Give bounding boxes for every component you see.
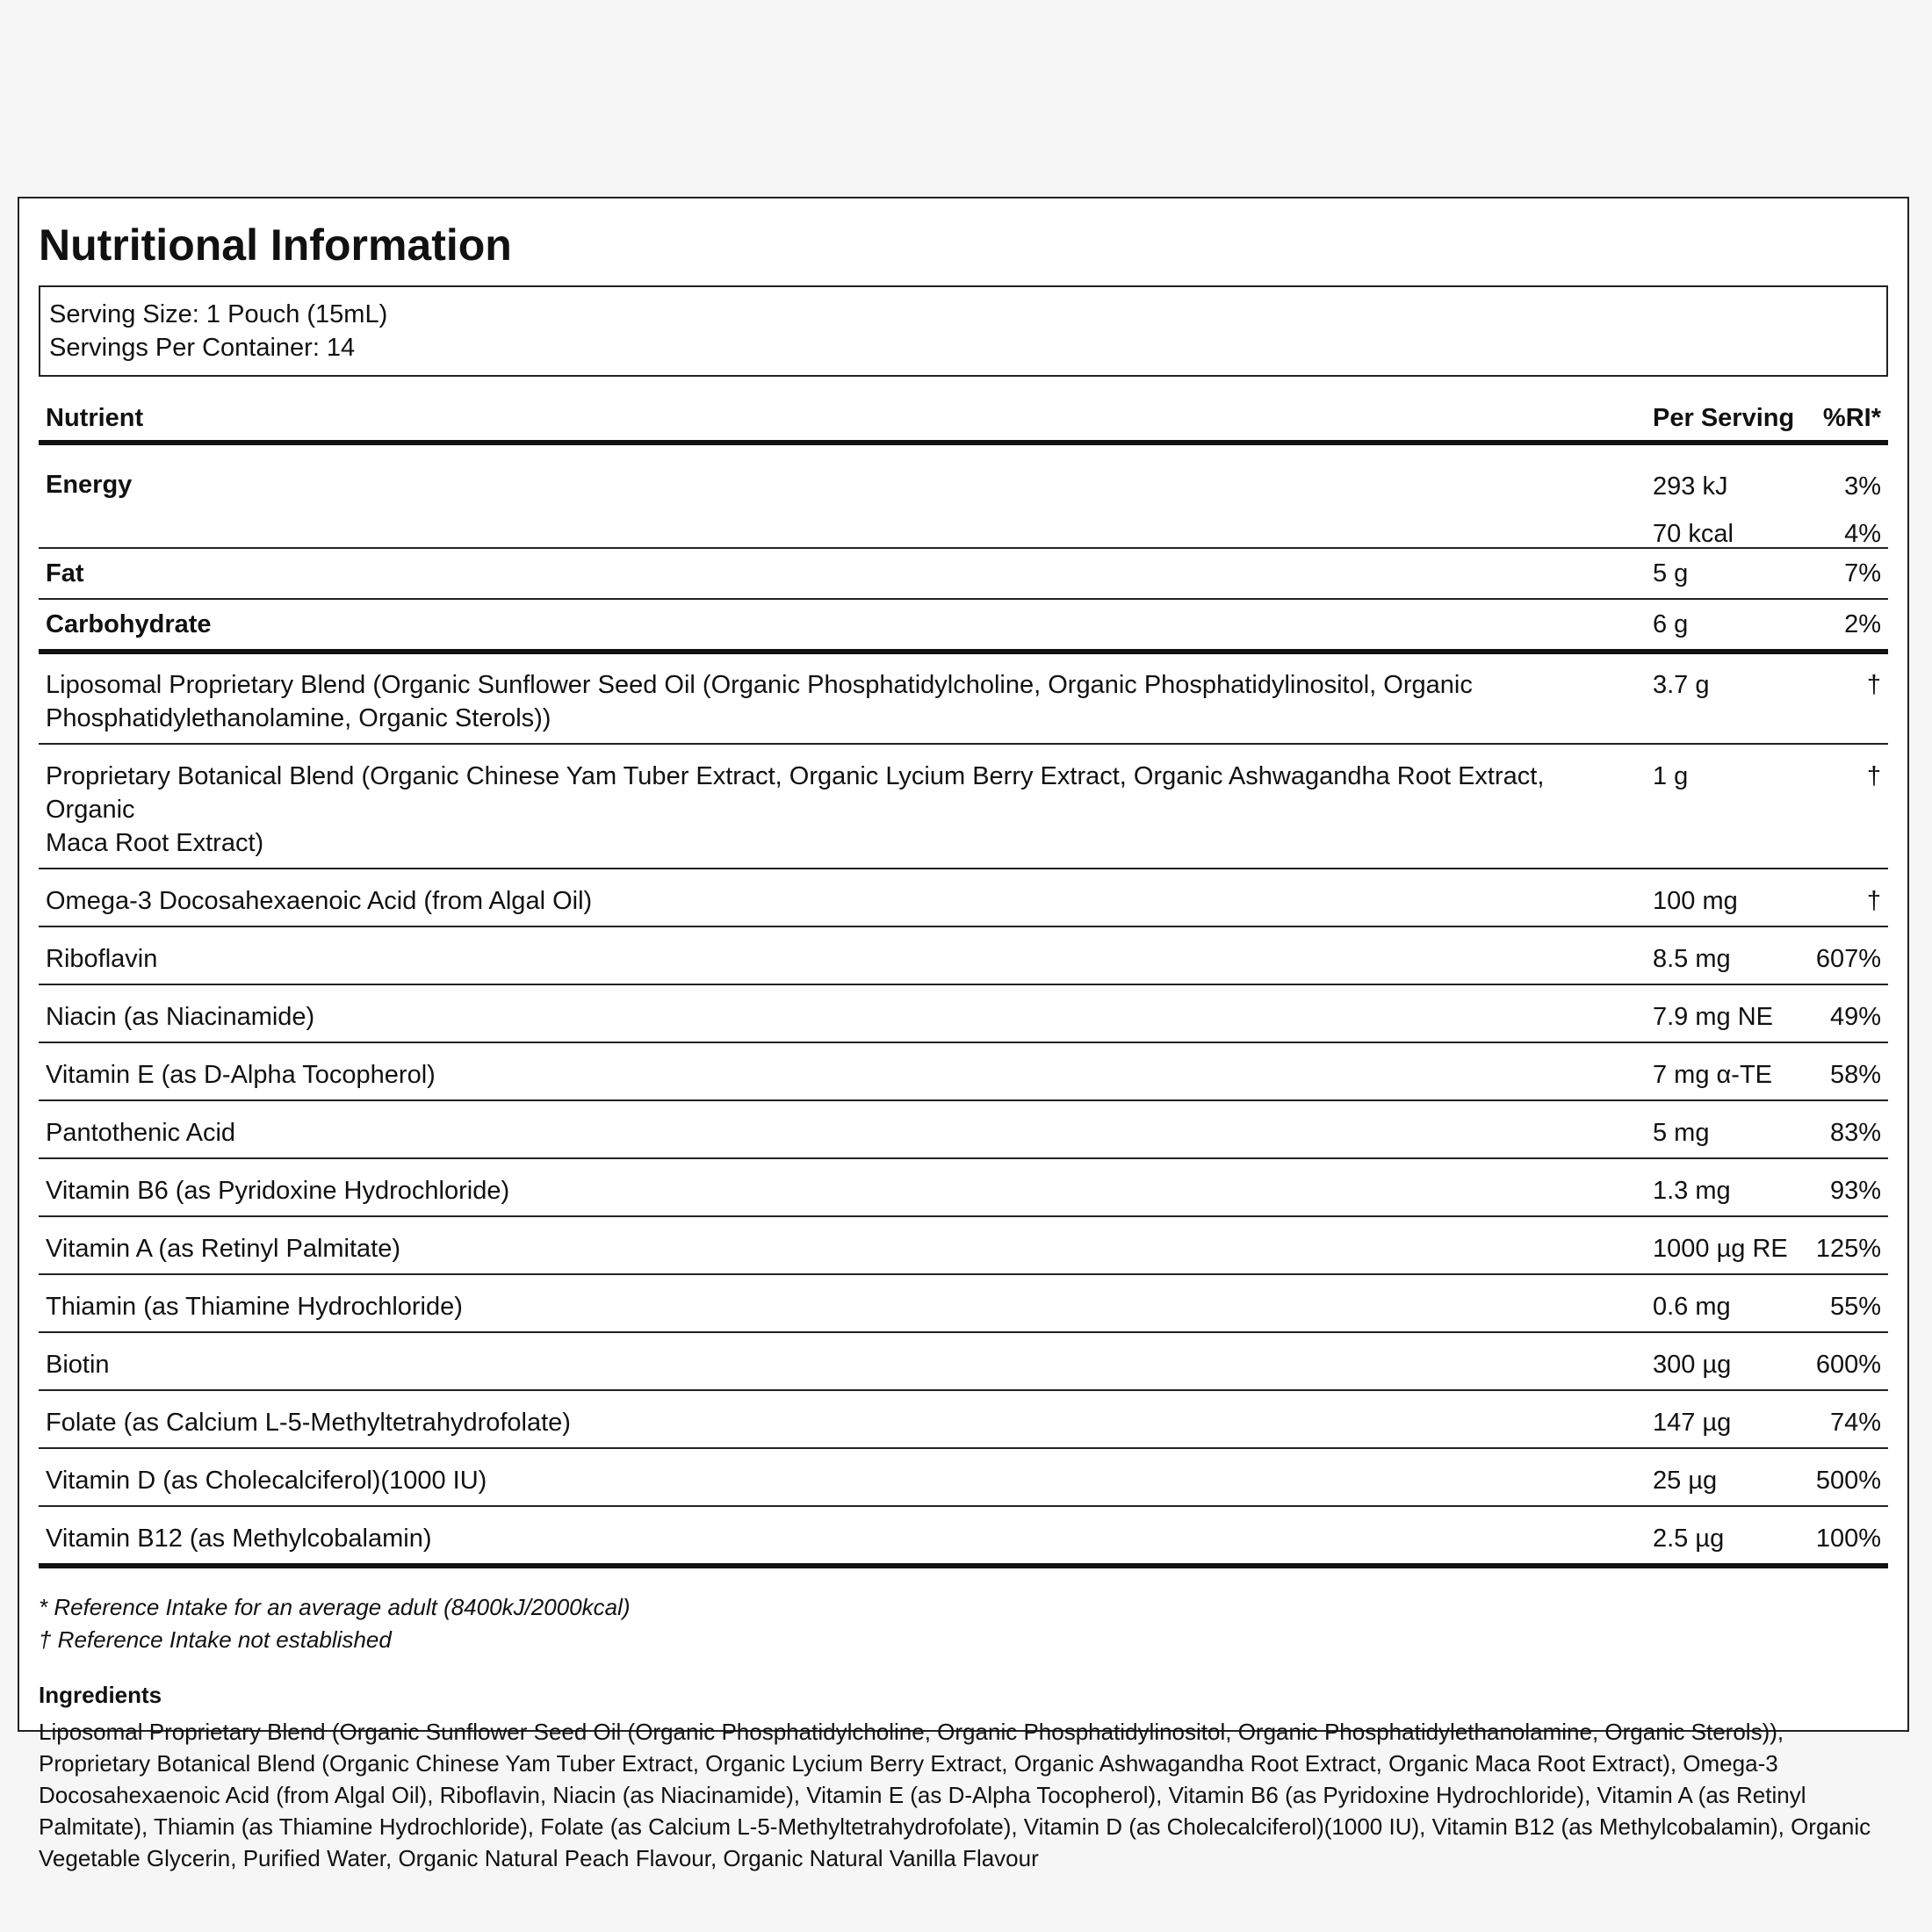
nutrient-name-line: Vitamin B6 (as Pyridoxine Hydrochloride) <box>46 1177 510 1205</box>
nutrient-value: 25 µg <box>1653 1467 1718 1495</box>
nutrient-value: 8.5 mg <box>1653 945 1731 973</box>
ingredients-heading: Ingredients <box>39 1682 162 1708</box>
table-row <box>39 1043 1888 1101</box>
nutrient-ri: 55% <box>1829 1293 1881 1321</box>
nutrient-ri: 100% <box>1815 1525 1881 1553</box>
table-header <box>39 396 1888 445</box>
nutrient-value: 100 mg <box>1653 887 1738 915</box>
nutrient-name-line: Thiamin (as Thiamine Hydrochloride) <box>46 1293 463 1321</box>
nutrient-value: 2.5 µg <box>1653 1525 1725 1553</box>
table-row <box>39 985 1888 1043</box>
nutrient-ri: 49% <box>1829 1003 1881 1031</box>
energy-kcal-ri: 4% <box>1844 520 1881 548</box>
nutrient-name <box>39 1232 1653 1265</box>
nutrient-name <box>39 760 1653 860</box>
table-row <box>39 1507 1888 1568</box>
nutrient-ri: 74% <box>1829 1409 1881 1437</box>
nutrient-ri: 93% <box>1829 1177 1881 1205</box>
nutrient-ri: † <box>1866 762 1881 790</box>
nutrient-ri: 83% <box>1829 1119 1881 1147</box>
header-per-serving: Per Serving <box>1653 403 1795 432</box>
nutrient-name <box>39 884 1653 918</box>
table-row-fat <box>39 549 1888 600</box>
nutrient-rows <box>39 654 1888 1568</box>
nutrient-ri: 607% <box>1815 945 1881 973</box>
nutrient-name-line: Vitamin D (as Cholecalciferol)(1000 IU) <box>46 1467 487 1495</box>
nutrient-name-line: Vitamin E (as D-Alpha Tocopherol) <box>46 1061 436 1089</box>
dagger-footnote: † Reference Intake not established <box>39 1626 392 1653</box>
nutrient-ri: 7% <box>1844 559 1881 588</box>
header-ri: %RI* <box>1822 403 1881 432</box>
table-row <box>39 1217 1888 1275</box>
energy-kj: 293 kJ <box>1653 472 1728 501</box>
nutrient-name-line: Maca Root Extract) <box>46 829 264 857</box>
nutrient-name <box>39 1522 1653 1555</box>
table-row <box>39 745 1888 869</box>
nutrient-value: 1000 µg RE <box>1653 1235 1788 1263</box>
nutrient-name-line: Omega-3 Docosahexaenoic Acid (from Algal Oil) <box>46 887 593 915</box>
nutrient-value: 3.7 g <box>1653 671 1710 699</box>
nutrient-value: 147 µg <box>1653 1409 1732 1437</box>
table-row <box>39 1159 1888 1217</box>
ingredients-text: Liposomal Proprietary Blend (Organic Sunflower Seed Oil (Organic Phosphatidylcholine, Organic Phosphatidylinositol, Organic Phosphatidylethanolamine, Organic Sterols)), Proprietary Botanical Blend (Organic Chinese Yam Tuber Extract, Organic Lycium Berry Extract, Organic Ashwagandha Root Extract, Organic Maca Root Extract), Omega-3 Docosahexaenoic Acid (from Algal Oil), Riboflavin, Niacin (as Niacinamide), Vitamin E (as D-Alpha Tocopherol), Vitamin B6 (as Pyridoxine Hydrochloride), Vitamin A (as Retinyl Palmitate), Thiamin (as Thiamine Hydrochloride), Folate (as Calcium L-5-Methyltetrahydrofolate), Vitamin D (as Cholecalciferol)(1000 IU), Vitamin B12 (as Methylcobalamin), Organic Vegetable Glycerin, Purified Water, Organic Natural Peach Flavour, Organic Natural Vanilla Flavour <box>39 1719 1871 1871</box>
nutrient-name <box>39 1174 1653 1208</box>
energy-kcal: 70 kcal <box>1653 520 1734 548</box>
table-row-energy <box>39 445 1888 549</box>
nutrient-values <box>1653 463 1806 547</box>
nutrient-name <box>39 942 1653 976</box>
nutrient-value: 7.9 mg NE <box>1653 1003 1773 1031</box>
footnotes <box>39 1591 1888 1656</box>
nutrient-name <box>39 668 1653 735</box>
nutrient-value: 6 g <box>1653 609 1689 638</box>
serving-box <box>39 285 1888 377</box>
nutrient-name-line: Pantothenic Acid <box>46 1119 236 1147</box>
nutrient-ri: 2% <box>1844 609 1881 638</box>
nutrient-value: 5 mg <box>1653 1119 1710 1147</box>
servings-per-container: Servings Per Container: 14 <box>49 334 356 362</box>
energy-kj-ri: 3% <box>1844 472 1881 501</box>
nutrient-name-line: Folate (as Calcium L-5-Methyltetrahydrofolate) <box>46 1409 571 1437</box>
nutrient-name <box>39 1116 1653 1150</box>
nutrient-name-line: Vitamin B12 (as Methylcobalamin) <box>46 1525 432 1553</box>
nutrient-ri-values <box>1806 463 1888 547</box>
nutrient-ri: † <box>1866 671 1881 699</box>
table-row <box>39 1275 1888 1333</box>
nutrient-name: Fat <box>46 559 84 588</box>
nutrient-name-line: Liposomal Proprietary Blend (Organic Sunflower Seed Oil (Organic Phosphatidylcholine, Organic Phosphatidylinositol, Organic <box>46 671 1473 699</box>
nutrient-name <box>39 1406 1653 1439</box>
ri-footnote: * Reference Intake for an average adult (8400kJ/2000kcal) <box>39 1594 631 1620</box>
nutrient-value: 1.3 mg <box>1653 1177 1731 1205</box>
table-row <box>39 1449 1888 1507</box>
nutrient-name-line: Phosphatidylethanolamine, Organic Sterols)) <box>46 704 551 732</box>
serving-size: Serving Size: 1 Pouch (15mL) <box>49 300 388 328</box>
table-row <box>39 869 1888 927</box>
nutrient-value: 300 µg <box>1653 1351 1732 1379</box>
page-title: Nutritional Information <box>39 220 512 270</box>
nutrient-name-line: Vitamin A (as Retinyl Palmitate) <box>46 1235 401 1263</box>
nutrient-name: Energy <box>46 471 133 499</box>
nutrient-name <box>39 1000 1653 1034</box>
nutrient-value: 1 g <box>1653 762 1689 790</box>
nutrient-ri: 600% <box>1815 1351 1881 1379</box>
nutrient-name <box>39 1058 1653 1092</box>
table-row <box>39 927 1888 985</box>
header-nutrient: Nutrient <box>46 403 144 432</box>
nutrient-ri: 58% <box>1829 1061 1881 1089</box>
nutrient-name-line: Biotin <box>46 1351 110 1379</box>
nutrient-ri: † <box>1866 887 1881 915</box>
nutrient-name <box>39 1464 1653 1497</box>
nutrient-value: 7 mg α-TE <box>1653 1061 1773 1089</box>
nutrient-value: 0.6 mg <box>1653 1293 1731 1321</box>
nutrient-name-line: Proprietary Botanical Blend (Organic Chinese Yam Tuber Extract, Organic Lycium Berry Extract, Organic Ashwagandha Root Extract, Organic <box>46 762 1545 824</box>
nutrient-name-line: Niacin (as Niacinamide) <box>46 1003 315 1031</box>
table-row-carbohydrate <box>39 600 1888 654</box>
table-row <box>39 1391 1888 1449</box>
nutrient-name <box>39 1290 1653 1323</box>
table-row <box>39 1333 1888 1391</box>
nutrient-value: 5 g <box>1653 559 1689 588</box>
nutrient-name <box>39 1348 1653 1381</box>
table-row <box>39 654 1888 745</box>
nutrient-ri: 125% <box>1815 1235 1881 1263</box>
nutrient-name: Carbohydrate <box>46 609 212 638</box>
nutrition-panel <box>18 197 1909 1871</box>
nutrition-table <box>39 396 1888 1568</box>
table-row <box>39 1101 1888 1159</box>
nutrient-ri: 500% <box>1815 1467 1881 1495</box>
nutrient-name-line: Riboflavin <box>46 945 158 973</box>
